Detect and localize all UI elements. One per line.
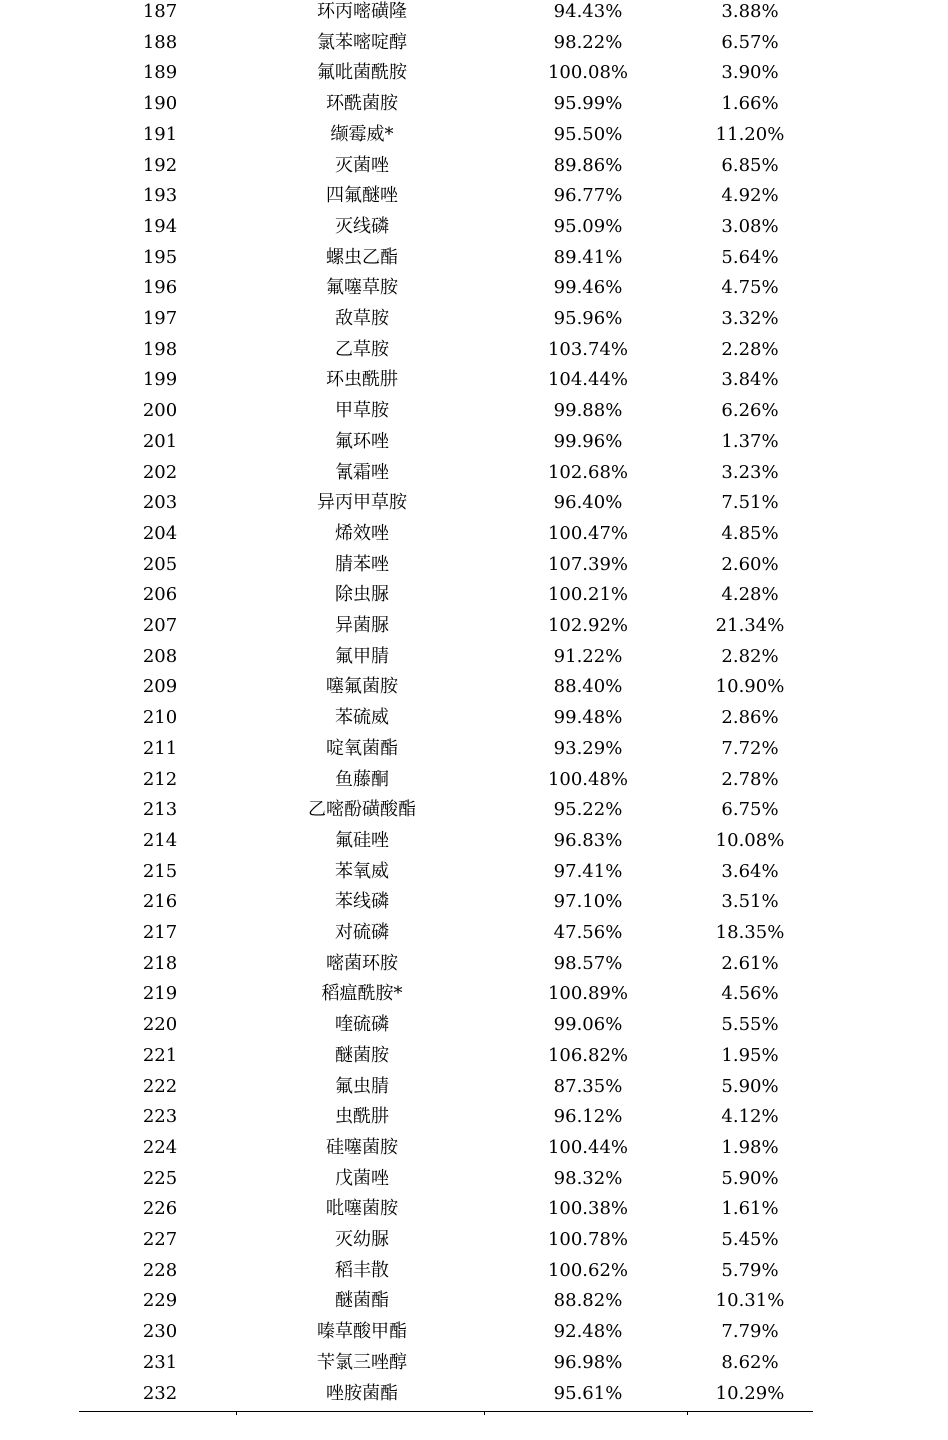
- table-row: [0, 522, 948, 553]
- compound-name: 氯苯嘧啶醇: [317, 31, 407, 53]
- row-number: 216: [142, 891, 178, 913]
- recovery-value: 95.61%: [553, 1382, 623, 1404]
- row-number: 206: [142, 584, 178, 606]
- table-row: [0, 553, 948, 584]
- recovery-value: 97.41%: [553, 860, 623, 882]
- recovery-value: 96.98%: [553, 1351, 623, 1373]
- recovery-value: 96.40%: [553, 492, 623, 514]
- recovery-value: 98.22%: [553, 31, 623, 53]
- row-number: 195: [142, 246, 178, 268]
- rsd-value: 2.28%: [721, 338, 779, 360]
- recovery-value: 102.68%: [547, 461, 629, 483]
- rsd-value: 2.60%: [721, 553, 779, 575]
- recovery-value: 100.44%: [547, 1136, 629, 1158]
- recovery-value: 94.43%: [553, 1, 623, 22]
- compound-name: 吡噻菌胺: [326, 1198, 398, 1220]
- table-row: [0, 399, 948, 430]
- table-row: [0, 614, 948, 645]
- row-number: 189: [142, 62, 178, 84]
- table-row: [0, 583, 948, 614]
- row-number: 212: [142, 768, 178, 790]
- table-row: [0, 829, 948, 860]
- table-row: [0, 215, 948, 246]
- rsd-value: 21.34%: [715, 615, 785, 636]
- table-row: [0, 890, 948, 921]
- row-number: 227: [142, 1229, 178, 1250]
- rsd-value: 4.28%: [721, 584, 779, 606]
- rsd-value: 6.57%: [721, 31, 779, 53]
- rsd-value: 10.90%: [715, 676, 785, 698]
- recovery-value: 100.38%: [547, 1198, 629, 1220]
- rsd-value: 3.51%: [721, 891, 779, 913]
- table-row: [0, 706, 948, 737]
- rsd-value: 7.51%: [721, 492, 779, 514]
- table-row: [0, 154, 948, 185]
- row-number: 224: [142, 1136, 178, 1158]
- row-number: 220: [142, 1014, 178, 1036]
- compound-name: 腈苯唑: [335, 553, 389, 575]
- rsd-value: 2.78%: [721, 768, 779, 790]
- compound-name: 硅噻菌胺: [326, 1136, 398, 1158]
- table-row: [0, 491, 948, 522]
- row-number: 208: [142, 645, 178, 667]
- rsd-value: 6.75%: [721, 799, 779, 821]
- row-number: 204: [142, 522, 178, 544]
- rsd-value: 5.90%: [721, 1075, 779, 1097]
- table-row: [0, 92, 948, 123]
- table-row: [0, 1044, 948, 1075]
- compound-name: 苯线磷: [335, 891, 389, 913]
- row-number: 232: [142, 1382, 178, 1404]
- recovery-value: 100.78%: [547, 1229, 629, 1250]
- rsd-value: 10.08%: [715, 829, 785, 851]
- recovery-value: 96.83%: [553, 829, 623, 851]
- row-number: 229: [142, 1290, 178, 1312]
- row-number: 187: [142, 1, 178, 22]
- row-number: 231: [142, 1351, 178, 1373]
- recovery-value: 92.48%: [553, 1321, 623, 1343]
- table-row: [0, 1197, 948, 1228]
- row-number: 200: [142, 400, 178, 422]
- row-number: 211: [142, 737, 178, 759]
- recovery-value: 97.10%: [553, 891, 623, 913]
- compound-name: 敌草胺: [335, 308, 389, 329]
- compound-name: 稻丰散: [335, 1259, 389, 1281]
- table-row: [0, 860, 948, 891]
- rsd-value: 1.66%: [721, 93, 779, 115]
- compound-name: 氟虫腈: [335, 1075, 389, 1097]
- rsd-value: 3.64%: [721, 860, 779, 882]
- table-row: [0, 921, 948, 952]
- recovery-value: 100.08%: [547, 62, 629, 84]
- rsd-value: 2.82%: [721, 645, 779, 667]
- row-number: 210: [142, 707, 178, 729]
- rsd-value: 4.12%: [721, 1106, 779, 1128]
- row-number: 225: [142, 1167, 178, 1189]
- recovery-value: 98.57%: [553, 952, 623, 974]
- row-number: 196: [142, 277, 178, 299]
- row-number: 215: [142, 860, 178, 882]
- compound-name: 灭菌唑: [335, 154, 389, 176]
- recovery-value: 100.89%: [547, 983, 629, 1005]
- recovery-value: 95.96%: [553, 308, 623, 329]
- table-row: [0, 338, 948, 369]
- compound-name: 嘧菌环胺: [326, 952, 398, 974]
- row-number: 202: [142, 461, 178, 483]
- recovery-value: 96.77%: [553, 185, 623, 207]
- table-row: [0, 982, 948, 1013]
- compound-name: 氟噻草胺: [326, 277, 398, 299]
- rsd-value: 11.20%: [715, 123, 785, 145]
- recovery-value: 100.48%: [547, 768, 629, 790]
- row-number: 201: [142, 430, 178, 452]
- table-row: [0, 1136, 948, 1167]
- row-number: 199: [142, 369, 178, 391]
- row-number: 207: [142, 615, 178, 636]
- recovery-value: 47.56%: [553, 922, 623, 943]
- row-number: 214: [142, 829, 178, 851]
- compound-name: 苯硫威: [335, 707, 389, 729]
- recovery-value: 100.21%: [547, 584, 629, 606]
- row-number: 197: [142, 308, 178, 329]
- rsd-value: 4.85%: [721, 522, 779, 544]
- table-bottom-rule: [79, 1411, 813, 1412]
- recovery-value: 104.44%: [547, 369, 629, 391]
- recovery-value: 89.41%: [553, 246, 623, 268]
- row-number: 188: [142, 31, 178, 53]
- rsd-value: 3.84%: [721, 369, 779, 391]
- rsd-value: 5.45%: [721, 1229, 779, 1250]
- compound-name: 氟环唑: [335, 430, 389, 452]
- rsd-value: 3.08%: [721, 215, 779, 237]
- compound-name: 灭线磷: [335, 215, 389, 237]
- compound-name: 醚菌胺: [335, 1044, 389, 1066]
- recovery-value: 99.06%: [553, 1014, 623, 1036]
- rsd-value: 6.26%: [721, 400, 779, 422]
- table-row: [0, 184, 948, 215]
- rsd-value: 1.95%: [721, 1044, 779, 1066]
- table-row: [0, 645, 948, 676]
- recovery-value: 96.12%: [553, 1106, 623, 1128]
- recovery-value: 99.46%: [553, 277, 623, 299]
- table-row: [0, 798, 948, 829]
- compound-name: 嗪草酸甲酯: [317, 1321, 407, 1343]
- compound-name: 螺虫乙酯: [326, 246, 398, 268]
- row-number: 203: [142, 492, 178, 514]
- row-number: 221: [142, 1044, 178, 1066]
- compound-name: 四氟醚唑: [326, 185, 398, 207]
- compound-name: 氰霜唑: [335, 461, 389, 483]
- compound-name: 异菌脲: [335, 615, 389, 636]
- rsd-value: 2.61%: [721, 952, 779, 974]
- column-divider-tick: [687, 1411, 688, 1415]
- rsd-value: 10.31%: [715, 1290, 785, 1312]
- recovery-value: 100.62%: [547, 1259, 629, 1281]
- compound-name: 噻氟菌胺: [326, 676, 398, 698]
- table-row: [0, 1382, 948, 1413]
- rsd-value: 1.61%: [721, 1198, 779, 1220]
- compound-name: 苄氯三唑醇: [317, 1351, 407, 1373]
- recovery-value: 103.74%: [547, 338, 629, 360]
- rsd-value: 7.79%: [721, 1321, 779, 1343]
- compound-name: 环丙嘧磺隆: [317, 1, 407, 22]
- rsd-value: 5.55%: [721, 1014, 779, 1036]
- row-number: 209: [142, 676, 178, 698]
- table-row: [0, 1167, 948, 1198]
- recovery-value: 99.88%: [553, 400, 623, 422]
- rsd-value: 5.64%: [721, 246, 779, 268]
- recovery-value: 95.09%: [553, 215, 623, 237]
- table-row: [0, 31, 948, 62]
- recovery-value: 99.96%: [553, 430, 623, 452]
- rsd-value: 5.90%: [721, 1167, 779, 1189]
- row-number: 219: [142, 983, 178, 1005]
- recovery-value: 106.82%: [547, 1044, 629, 1066]
- table-row: [0, 1351, 948, 1382]
- recovery-value: 95.99%: [553, 93, 623, 115]
- rsd-value: 3.32%: [721, 308, 779, 329]
- row-number: 198: [142, 338, 178, 360]
- recovery-value: 98.32%: [553, 1167, 623, 1189]
- table-row: [0, 1228, 948, 1259]
- row-number: 230: [142, 1321, 178, 1343]
- compound-name: 喹硫磷: [335, 1014, 389, 1036]
- compound-name: 戊菌唑: [335, 1167, 389, 1189]
- rsd-value: 3.90%: [721, 62, 779, 84]
- table-row: [0, 952, 948, 983]
- row-number: 222: [142, 1075, 178, 1097]
- table-row: [0, 768, 948, 799]
- row-number: 194: [142, 215, 178, 237]
- table-row: [0, 123, 948, 154]
- rsd-value: 4.75%: [721, 277, 779, 299]
- compound-name: 醚菌酯: [335, 1290, 389, 1312]
- table-row: [0, 246, 948, 277]
- compound-name: 对硫磷: [335, 922, 389, 943]
- recovery-value: 87.35%: [553, 1075, 623, 1097]
- compound-name: 甲草胺: [335, 400, 389, 422]
- table-row: [0, 276, 948, 307]
- row-number: 213: [142, 799, 178, 821]
- compound-name: 氟甲腈: [335, 645, 389, 667]
- row-number: 191: [142, 123, 178, 145]
- compound-name: 氟硅唑: [335, 829, 389, 851]
- row-number: 226: [142, 1198, 178, 1220]
- recovery-value: 102.92%: [547, 615, 629, 636]
- compound-name: 灭幼脲: [335, 1229, 389, 1250]
- table-row: [0, 1075, 948, 1106]
- recovery-value: 88.40%: [553, 676, 623, 698]
- compound-name: 乙草胺: [335, 338, 389, 360]
- recovery-value: 89.86%: [553, 154, 623, 176]
- compound-name: 唑胺菌酯: [326, 1382, 398, 1404]
- table-row: [0, 1320, 948, 1351]
- compound-name: 稻瘟酰胺*: [321, 983, 403, 1005]
- recovery-value: 107.39%: [547, 553, 629, 575]
- rsd-value: 4.92%: [721, 185, 779, 207]
- compound-name: 鱼藤酮: [335, 768, 389, 790]
- compound-name: 氟吡菌酰胺: [317, 62, 407, 84]
- table-row: [0, 307, 948, 338]
- compound-name: 环虫酰肼: [326, 369, 398, 391]
- table-row: [0, 0, 948, 31]
- table-row: [0, 737, 948, 768]
- table-row: [0, 430, 948, 461]
- compound-name: 虫酰肼: [335, 1106, 389, 1128]
- recovery-value: 99.48%: [553, 707, 623, 729]
- rsd-value: 6.85%: [721, 154, 779, 176]
- row-number: 218: [142, 952, 178, 974]
- table-row: [0, 1013, 948, 1044]
- row-number: 193: [142, 185, 178, 207]
- table-row: [0, 1259, 948, 1290]
- rsd-value: 3.23%: [721, 461, 779, 483]
- table-row: [0, 1289, 948, 1320]
- row-number: 228: [142, 1259, 178, 1281]
- table-row: [0, 1105, 948, 1136]
- row-number: 192: [142, 154, 178, 176]
- recovery-value: 91.22%: [553, 645, 623, 667]
- table-row: [0, 368, 948, 399]
- compound-name: 苯氧威: [335, 860, 389, 882]
- compound-name: 烯效唑: [335, 522, 389, 544]
- recovery-value: 95.22%: [553, 799, 623, 821]
- column-divider-tick: [484, 1411, 485, 1415]
- compound-name: 啶氧菌酯: [326, 737, 398, 759]
- rsd-value: 5.79%: [721, 1259, 779, 1281]
- rsd-value: 10.29%: [715, 1382, 785, 1404]
- recovery-value: 93.29%: [553, 737, 623, 759]
- rsd-value: 8.62%: [721, 1351, 779, 1373]
- rsd-value: 1.98%: [721, 1136, 779, 1158]
- compound-name: 乙嘧酚磺酸酯: [308, 799, 416, 821]
- rsd-value: 4.56%: [721, 983, 779, 1005]
- rsd-value: 1.37%: [721, 430, 779, 452]
- recovery-value: 95.50%: [553, 123, 623, 145]
- rsd-value: 7.72%: [721, 737, 779, 759]
- compound-name: 缬霉威*: [330, 123, 394, 145]
- rsd-value: 18.35%: [715, 922, 785, 943]
- recovery-value: 88.82%: [553, 1290, 623, 1312]
- recovery-value: 100.47%: [547, 522, 629, 544]
- compound-name: 异丙甲草胺: [317, 492, 407, 514]
- row-number: 223: [142, 1106, 178, 1128]
- compound-name: 环酰菌胺: [326, 93, 398, 115]
- table-row: [0, 461, 948, 492]
- table-row: [0, 675, 948, 706]
- table-row: [0, 61, 948, 92]
- column-divider-tick: [236, 1411, 237, 1415]
- row-number: 217: [142, 922, 178, 943]
- row-number: 190: [142, 93, 178, 115]
- rsd-value: 3.88%: [721, 1, 779, 22]
- row-number: 205: [142, 553, 178, 575]
- rsd-value: 2.86%: [721, 707, 779, 729]
- compound-name: 除虫脲: [335, 584, 389, 606]
